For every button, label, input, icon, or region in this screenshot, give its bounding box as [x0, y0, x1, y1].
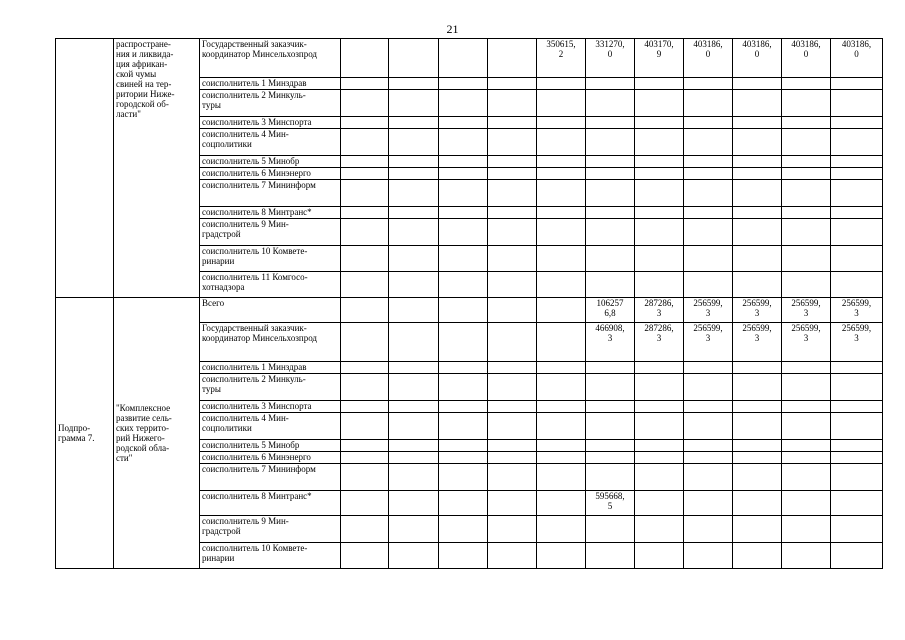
- value-cell: [488, 516, 537, 543]
- value-cell: [488, 78, 537, 90]
- value-cell: [488, 90, 537, 117]
- value-cell: [537, 207, 586, 219]
- value-cell: [439, 168, 488, 180]
- value-cell: [782, 516, 831, 543]
- value-cell: [684, 491, 733, 516]
- value-cell: [439, 543, 488, 569]
- value-cell: 331270, 0: [586, 39, 635, 78]
- value-cell: [782, 401, 831, 413]
- value-cell: [684, 543, 733, 569]
- value-cell: [733, 246, 782, 272]
- value-cell: [831, 401, 883, 413]
- value-cell: [733, 156, 782, 168]
- value-cell: [831, 246, 883, 272]
- value-cell: [684, 207, 733, 219]
- value-cell: [733, 374, 782, 401]
- executor-label: соисполнитель 5 Минобр: [200, 440, 341, 452]
- value-cell: 256599, 3: [831, 323, 883, 362]
- executor-label: соисполнитель 4 Мин- соцполитики: [200, 413, 341, 440]
- value-cell: [586, 516, 635, 543]
- value-cell: [389, 246, 439, 272]
- value-cell: [439, 39, 488, 78]
- value-cell: [635, 219, 684, 246]
- value-cell: [439, 298, 488, 323]
- value-cell: [586, 156, 635, 168]
- value-cell: [831, 90, 883, 117]
- executor-label: соисполнитель 3 Минспорта: [200, 401, 341, 413]
- executor-label: Государственный заказчик- координатор Минсельхозпрод: [200, 39, 341, 78]
- value-cell: [635, 168, 684, 180]
- value-cell: [537, 117, 586, 129]
- value-cell: [831, 491, 883, 516]
- value-cell: [684, 180, 733, 207]
- value-cell: [782, 207, 831, 219]
- value-cell: [439, 362, 488, 374]
- value-cell: [341, 272, 389, 298]
- value-cell: [537, 516, 586, 543]
- value-cell: [537, 464, 586, 491]
- value-cell: [782, 543, 831, 569]
- value-cell: [684, 374, 733, 401]
- value-cell: [635, 246, 684, 272]
- value-cell: [389, 298, 439, 323]
- value-cell: [733, 491, 782, 516]
- value-cell: [537, 491, 586, 516]
- value-cell: 287286, 3: [635, 298, 684, 323]
- value-cell: [831, 543, 883, 569]
- value-cell: [537, 401, 586, 413]
- value-cell: [586, 129, 635, 156]
- value-cell: [733, 464, 782, 491]
- value-cell: [782, 272, 831, 298]
- value-cell: [488, 117, 537, 129]
- value-cell: [341, 298, 389, 323]
- value-cell: [733, 543, 782, 569]
- value-cell: [635, 452, 684, 464]
- executor-label: соисполнитель 1 Минздрав: [200, 362, 341, 374]
- value-cell: [341, 362, 389, 374]
- value-cell: 350615, 2: [537, 39, 586, 78]
- value-cell: [684, 516, 733, 543]
- value-cell: [733, 272, 782, 298]
- value-cell: [439, 219, 488, 246]
- value-cell: [488, 323, 537, 362]
- value-cell: [389, 464, 439, 491]
- value-cell: [684, 464, 733, 491]
- value-cell: [488, 401, 537, 413]
- value-cell: [733, 219, 782, 246]
- value-cell: [782, 129, 831, 156]
- value-cell: [586, 362, 635, 374]
- value-cell: 287286, 3: [635, 323, 684, 362]
- value-cell: [389, 39, 439, 78]
- value-cell: [488, 464, 537, 491]
- value-cell: [586, 374, 635, 401]
- value-cell: [341, 246, 389, 272]
- value-cell: [341, 117, 389, 129]
- value-cell: [488, 298, 537, 323]
- value-cell: [684, 246, 733, 272]
- program-name-cell: распростране- ния и ликвида- ция африкан- ской чумы свиней на тер- ритории Нижe- городской об- ласти": [114, 39, 200, 298]
- value-cell: [488, 374, 537, 401]
- value-cell: [341, 464, 389, 491]
- value-cell: [635, 413, 684, 440]
- value-cell: [537, 129, 586, 156]
- value-cell: [537, 180, 586, 207]
- value-cell: [389, 117, 439, 129]
- value-cell: [684, 168, 733, 180]
- value-cell: [488, 156, 537, 168]
- executor-label: соисполнитель 10 Комвете- ринарии: [200, 543, 341, 569]
- value-cell: [341, 39, 389, 78]
- value-cell: [439, 272, 488, 298]
- value-cell: [537, 374, 586, 401]
- value-cell: [586, 413, 635, 440]
- value-cell: [635, 90, 684, 117]
- executor-label: соисполнитель 2 Минкуль- туры: [200, 90, 341, 117]
- value-cell: [733, 90, 782, 117]
- value-cell: [684, 78, 733, 90]
- value-cell: [782, 90, 831, 117]
- value-cell: [439, 440, 488, 452]
- value-cell: [733, 362, 782, 374]
- value-cell: [684, 452, 733, 464]
- value-cell: [831, 117, 883, 129]
- executor-label: соисполнитель 6 Минэнерго: [200, 452, 341, 464]
- value-cell: 106257 6,8: [586, 298, 635, 323]
- value-cell: [488, 440, 537, 452]
- value-cell: [341, 207, 389, 219]
- value-cell: [389, 543, 439, 569]
- value-cell: [635, 272, 684, 298]
- executor-label: соисполнитель 9 Мин- градстрой: [200, 516, 341, 543]
- value-cell: [586, 452, 635, 464]
- value-cell: [439, 452, 488, 464]
- value-cell: [537, 323, 586, 362]
- value-cell: [537, 440, 586, 452]
- value-cell: [782, 246, 831, 272]
- value-cell: [831, 180, 883, 207]
- value-cell: [488, 129, 537, 156]
- value-cell: [389, 323, 439, 362]
- value-cell: [586, 168, 635, 180]
- value-cell: [586, 543, 635, 569]
- value-cell: [586, 180, 635, 207]
- value-cell: [389, 516, 439, 543]
- value-cell: [439, 78, 488, 90]
- budget-table: [55, 38, 883, 569]
- executor-label: соисполнитель 3 Минспорта: [200, 117, 341, 129]
- value-cell: [586, 219, 635, 246]
- value-cell: [488, 207, 537, 219]
- value-cell: 403186, 0: [782, 39, 831, 78]
- value-cell: [635, 362, 684, 374]
- value-cell: [782, 440, 831, 452]
- executor-label: соисполнитель 4 Мин- соцполитики: [200, 129, 341, 156]
- value-cell: [488, 39, 537, 78]
- value-cell: [488, 180, 537, 207]
- value-cell: [831, 440, 883, 452]
- value-cell: [733, 78, 782, 90]
- value-cell: [782, 464, 831, 491]
- value-cell: [439, 323, 488, 362]
- value-cell: [733, 168, 782, 180]
- value-cell: [341, 543, 389, 569]
- executor-label: соисполнитель 8 Минтранс*: [200, 491, 341, 516]
- value-cell: [782, 452, 831, 464]
- executor-label: соисполнитель 5 Минобр: [200, 156, 341, 168]
- value-cell: [439, 246, 488, 272]
- program-cell: [56, 39, 114, 298]
- value-cell: [389, 129, 439, 156]
- value-cell: [537, 452, 586, 464]
- value-cell: [341, 219, 389, 246]
- value-cell: [488, 413, 537, 440]
- value-cell: [635, 543, 684, 569]
- value-cell: [733, 401, 782, 413]
- value-cell: [684, 129, 733, 156]
- value-cell: [831, 464, 883, 491]
- value-cell: [439, 117, 488, 129]
- value-cell: 256599, 3: [684, 298, 733, 323]
- value-cell: [782, 117, 831, 129]
- value-cell: [488, 491, 537, 516]
- value-cell: [635, 129, 684, 156]
- value-cell: [488, 219, 537, 246]
- value-cell: [586, 117, 635, 129]
- value-cell: [389, 168, 439, 180]
- value-cell: [537, 246, 586, 272]
- value-cell: [586, 440, 635, 452]
- value-cell: [831, 207, 883, 219]
- value-cell: [389, 180, 439, 207]
- value-cell: [831, 156, 883, 168]
- executor-label: соисполнитель 10 Комвете- ринарии: [200, 246, 341, 272]
- value-cell: 256599, 3: [733, 323, 782, 362]
- value-cell: [537, 362, 586, 374]
- value-cell: [439, 180, 488, 207]
- value-cell: [488, 272, 537, 298]
- value-cell: [831, 452, 883, 464]
- value-cell: [831, 374, 883, 401]
- value-cell: [684, 272, 733, 298]
- value-cell: [341, 516, 389, 543]
- value-cell: [488, 362, 537, 374]
- table-row: [56, 298, 883, 323]
- value-cell: 256599, 3: [831, 298, 883, 323]
- executor-label: соисполнитель 6 Минэнерго: [200, 168, 341, 180]
- value-cell: [537, 156, 586, 168]
- value-cell: [537, 168, 586, 180]
- program-name-cell: "Комплексное развитие сель- ских террито- рий Нижего- родской обла- сти": [114, 298, 200, 569]
- value-cell: [831, 272, 883, 298]
- value-cell: [782, 219, 831, 246]
- executor-label: соисполнитель 9 Мин- градстрой: [200, 219, 341, 246]
- value-cell: [488, 543, 537, 569]
- value-cell: [586, 246, 635, 272]
- value-cell: [586, 401, 635, 413]
- page-number: 21: [446, 22, 459, 36]
- value-cell: [488, 246, 537, 272]
- value-cell: [782, 362, 831, 374]
- value-cell: [782, 413, 831, 440]
- value-cell: [782, 180, 831, 207]
- value-cell: [439, 401, 488, 413]
- value-cell: [439, 207, 488, 219]
- value-cell: [586, 464, 635, 491]
- value-cell: [341, 401, 389, 413]
- value-cell: [341, 156, 389, 168]
- value-cell: [831, 413, 883, 440]
- value-cell: [389, 219, 439, 246]
- value-cell: [439, 156, 488, 168]
- value-cell: [488, 168, 537, 180]
- value-cell: [439, 374, 488, 401]
- value-cell: [733, 516, 782, 543]
- value-cell: 403186, 0: [733, 39, 782, 78]
- value-cell: [537, 219, 586, 246]
- value-cell: [537, 543, 586, 569]
- value-cell: [733, 413, 782, 440]
- value-cell: [389, 272, 439, 298]
- value-cell: [389, 413, 439, 440]
- value-cell: [341, 440, 389, 452]
- value-cell: [733, 452, 782, 464]
- value-cell: [341, 180, 389, 207]
- value-cell: 256599, 3: [782, 298, 831, 323]
- value-cell: [733, 440, 782, 452]
- value-cell: [684, 362, 733, 374]
- value-cell: [635, 491, 684, 516]
- value-cell: [389, 90, 439, 117]
- value-cell: [684, 117, 733, 129]
- value-cell: [389, 156, 439, 168]
- value-cell: 466908, 3: [586, 323, 635, 362]
- value-cell: [488, 452, 537, 464]
- value-cell: 403186, 0: [684, 39, 733, 78]
- value-cell: [586, 207, 635, 219]
- value-cell: [635, 440, 684, 452]
- value-cell: [733, 129, 782, 156]
- value-cell: [389, 374, 439, 401]
- value-cell: [537, 90, 586, 117]
- value-cell: [684, 401, 733, 413]
- value-cell: [537, 78, 586, 90]
- value-cell: [733, 180, 782, 207]
- value-cell: [684, 219, 733, 246]
- value-cell: [782, 168, 831, 180]
- executor-label: Государственный заказчик- координатор Минсельхозпрод: [200, 323, 341, 362]
- value-cell: [389, 207, 439, 219]
- value-cell: 403170, 9: [635, 39, 684, 78]
- value-cell: [831, 168, 883, 180]
- value-cell: [586, 78, 635, 90]
- value-cell: [635, 180, 684, 207]
- value-cell: 595668, 5: [586, 491, 635, 516]
- value-cell: [635, 464, 684, 491]
- value-cell: [586, 272, 635, 298]
- value-cell: [341, 323, 389, 362]
- value-cell: [439, 413, 488, 440]
- value-cell: 403186, 0: [831, 39, 883, 78]
- value-cell: [684, 440, 733, 452]
- value-cell: [635, 207, 684, 219]
- value-cell: [537, 413, 586, 440]
- value-cell: [635, 516, 684, 543]
- value-cell: [439, 129, 488, 156]
- executor-label: Всего: [200, 298, 341, 323]
- value-cell: [389, 491, 439, 516]
- value-cell: [635, 374, 684, 401]
- executor-label: соисполнитель 1 Минздрав: [200, 78, 341, 90]
- value-cell: [341, 452, 389, 464]
- executor-label: соисполнитель 11 Комгосо- хотнадзора: [200, 272, 341, 298]
- value-cell: [341, 413, 389, 440]
- value-cell: [733, 117, 782, 129]
- value-cell: [782, 374, 831, 401]
- value-cell: [389, 401, 439, 413]
- value-cell: 256599, 3: [684, 323, 733, 362]
- value-cell: [341, 90, 389, 117]
- value-cell: [831, 219, 883, 246]
- value-cell: [635, 401, 684, 413]
- value-cell: [537, 298, 586, 323]
- value-cell: [389, 440, 439, 452]
- table-row: [56, 39, 883, 78]
- value-cell: [439, 464, 488, 491]
- value-cell: [439, 516, 488, 543]
- value-cell: [831, 129, 883, 156]
- value-cell: 256599, 3: [782, 323, 831, 362]
- value-cell: [782, 78, 831, 90]
- value-cell: [341, 129, 389, 156]
- value-cell: [782, 156, 831, 168]
- value-cell: [439, 491, 488, 516]
- value-cell: [341, 78, 389, 90]
- program-cell: Подпро- грамма 7.: [56, 298, 114, 569]
- value-cell: [684, 413, 733, 440]
- value-cell: [389, 362, 439, 374]
- value-cell: [389, 78, 439, 90]
- value-cell: [733, 207, 782, 219]
- value-cell: 256599, 3: [733, 298, 782, 323]
- executor-label: соисполнитель 8 Минтранс*: [200, 207, 341, 219]
- value-cell: [341, 491, 389, 516]
- value-cell: [341, 168, 389, 180]
- value-cell: [439, 90, 488, 117]
- value-cell: [782, 491, 831, 516]
- value-cell: [684, 90, 733, 117]
- value-cell: [389, 452, 439, 464]
- value-cell: [831, 78, 883, 90]
- value-cell: [831, 516, 883, 543]
- value-cell: [586, 90, 635, 117]
- value-cell: [684, 156, 733, 168]
- executor-label: соисполнитель 7 Мининформ: [200, 180, 341, 207]
- value-cell: [341, 374, 389, 401]
- value-cell: [635, 78, 684, 90]
- value-cell: [635, 117, 684, 129]
- value-cell: [635, 156, 684, 168]
- executor-label: соисполнитель 7 Мининформ: [200, 464, 341, 491]
- value-cell: [537, 272, 586, 298]
- executor-label: соисполнитель 2 Минкуль- туры: [200, 374, 341, 401]
- value-cell: [831, 362, 883, 374]
